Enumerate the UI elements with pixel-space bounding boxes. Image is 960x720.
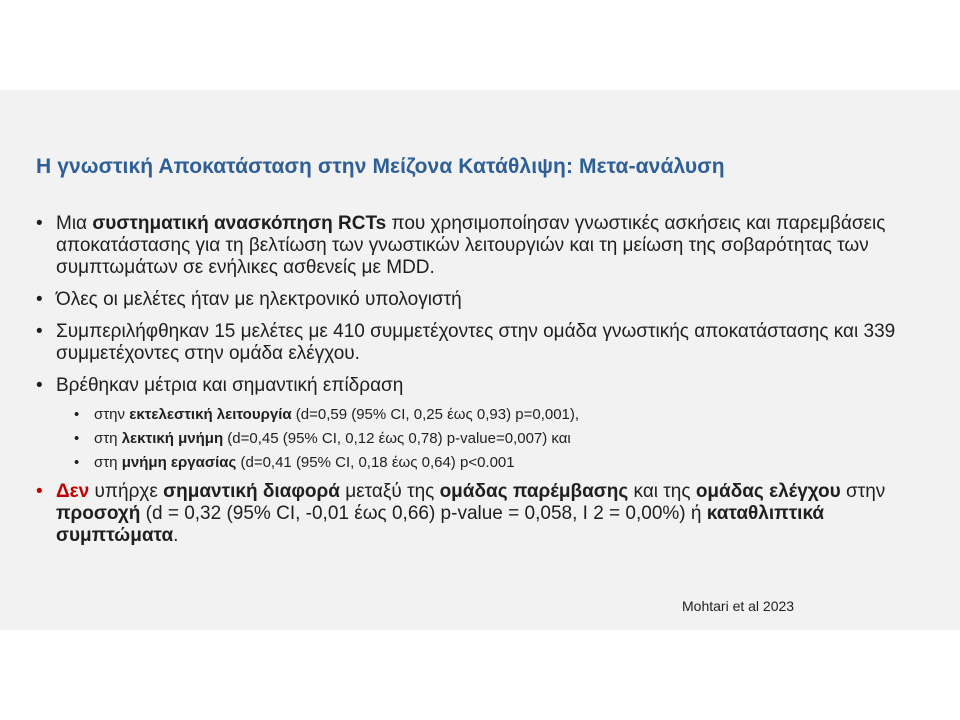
text-run: Βρέθηκαν μέτρια και σημαντική επίδραση <box>56 375 404 396</box>
text-run: μεταξύ της <box>339 481 440 502</box>
text-run: που χρησιμοποίησαν γνωστικές ασκήσεις και παρεμβάσεις αποκατάστασης για τη βελτίωση των γνωστικών λειτουργιών και τη μείωση της σοβαρότητας των συμπτωμάτων σε ενήλικες ασθενείς με MDD. <box>56 213 886 278</box>
bold-text-run: σημαντική διαφορά <box>163 481 340 502</box>
citation: Mohtari et al 2023 <box>682 598 795 614</box>
text-run: Μια <box>56 213 93 234</box>
bullet-dot-icon: • <box>36 213 43 234</box>
bullet-dot-icon: • <box>36 289 43 310</box>
bullet-dot-icon: • <box>74 430 80 447</box>
text-run: και της <box>628 481 696 502</box>
bullet-item-conclusion <box>36 481 906 547</box>
text-run: (d=0,59 (95% CI, 0,25 έως 0,93) p=0,001), <box>291 406 580 423</box>
bullet-dot-icon: • <box>74 406 80 423</box>
text-run: στη <box>94 454 122 471</box>
sub-bullet-item <box>36 451 906 475</box>
text-run: στη <box>94 430 122 447</box>
text-run: (d = 0,32 (95% CI, -0,01 έως 0,66) p-value = 0,058, I 2 = 0,00%) ή <box>140 503 707 524</box>
bold-text-run: συστηματική ανασκόπηση RCTs <box>92 213 387 234</box>
bold-text-run: εκτελεστική λειτουργία <box>129 406 292 423</box>
bold-text-run: ομάδας παρέμβασης <box>439 481 629 502</box>
bullet-dot-icon: • <box>74 454 80 471</box>
bullet-list <box>36 213 906 557</box>
sub-bullet-item <box>36 403 906 427</box>
bullet-dot-icon: • <box>36 321 43 342</box>
text-run: (d=0,45 (95% CI, 0,12 έως 0,78) p-value=0,007) και <box>223 430 571 447</box>
sub-bullet-item <box>36 427 906 451</box>
bold-text-run: μνήμη εργασίας <box>121 454 237 471</box>
bullet-item <box>36 375 906 397</box>
text-run: στην <box>840 481 886 502</box>
text-run: (d=0,41 (95% CI, 0,18 έως 0,64) p<0.001 <box>236 454 515 471</box>
bullet-item <box>36 321 906 365</box>
bullet-item <box>36 289 906 311</box>
bold-text-run: προσοχή <box>56 503 141 524</box>
text-run: . <box>173 525 179 546</box>
bold-text-run: Δεν <box>56 481 90 502</box>
sub-bullet-list <box>36 403 906 475</box>
bullet-item <box>36 213 906 279</box>
bullet-dot-icon: • <box>36 375 43 396</box>
text-run: Συμπεριλήφθηκαν 15 μελέτες με 410 συμμετέχοντες στην ομάδα γνωστικής αποκατάστασης και 339 συμμετέχοντες στην ομάδα ελέγχου. <box>56 321 896 364</box>
text-run: υπήρχε <box>89 481 164 502</box>
bold-text-run: λεκτική μνήμη <box>121 430 224 447</box>
bullet-dot-icon: • <box>36 481 43 502</box>
text-run: Όλες οι μελέτες ήταν με ηλεκτρονικό υπολογιστή <box>56 289 462 310</box>
bold-text-run: ομάδας ελέγχου <box>695 481 841 502</box>
bold-text-run: καταθλιπτικά συμπτώματα <box>56 503 825 546</box>
text-run: στην <box>94 406 130 423</box>
slide-title: Η γνωστική Αποκατάσταση στην Μείζονα Κατάθλιψη: Μετα-ανάλυση <box>36 155 725 178</box>
